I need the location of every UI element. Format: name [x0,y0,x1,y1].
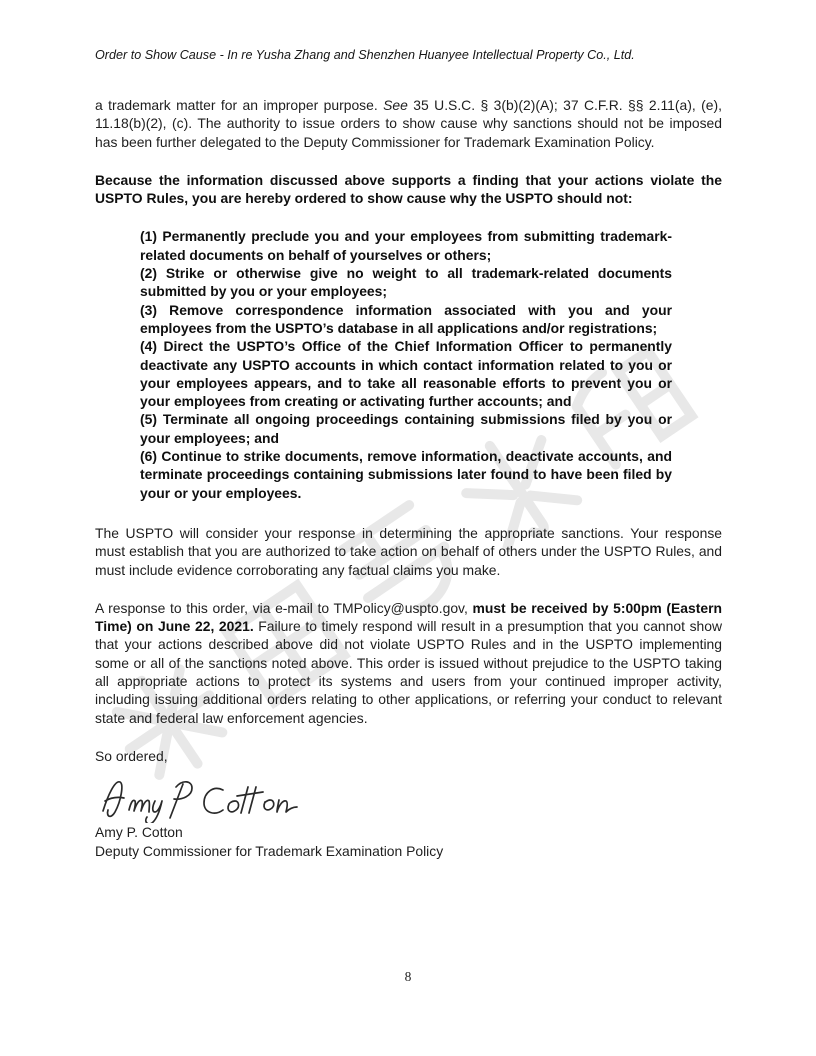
signature-title: Deputy Commissioner for Trademark Examination Policy [95,842,444,859]
signature-block [95,771,722,860]
deadline-bold-text: must be received by 5:00pm (Eastern Time) on June 22, 2021. [95,599,722,635]
intro-paragraph [95,96,722,151]
handwritten-signature [97,771,307,823]
sanction-item-5: (5) Terminate all ongoing proceedings containing submissions filed by you or your employees; and [140,411,672,446]
sanction-item-6: (6) Continue to strike documents, remove information, deactivate accounts, and terminate proceedings containing submissions later found to have been filed by your or your employees. [140,448,672,501]
sanction-item-4: (4) Direct the USPTO’s Office of the Chief Information Officer to permanently deactivate any USPTO accounts in which contact information related to you or your employees appears, and to take all reasonable efforts to prevent you or your employees from creating or activating further accounts; and [140,338,672,410]
response-before-deadline: A response to this order, via e-mail to TMPolicy@uspto.gov, [95,599,473,616]
sanctions-list [140,227,672,501]
header-prefix: Order to Show Cause - [95,48,228,62]
response-paragraph [95,599,722,727]
signature-name: Amy P. Cotton [95,824,183,841]
page-number: 8 [404,969,412,984]
document-content [95,0,722,860]
case-name: In re Yusha Zhang and Shenzhen Huanyee Intellectual Property Co., Ltd. [227,48,635,62]
response-after-deadline: Failure to timely respond will result in a presumption that you cannot show that your actions described above did not violate USPTO Rules and in the USPTO implementing some or all of the sanctions noted above. This order is issued without prejudice to the USPTO taking all appropriate actions to protect its systems and users from your continued improper activity, including issuing additional orders relating to other applications, or referring your conduct to relevant state and federal law enforcement agencies. [95,618,722,726]
so-ordered-text: So ordered, [95,747,168,764]
document-header [95,48,722,63]
intro-after-see: 35 U.S.C. § 3(b)(2)(A); 37 C.F.R. §§ 2.11(a), (e), 11.18(b)(2), (c). The authority to issue orders to show cause why sanctions should not be imposed has been further delegated to the Deputy Commissioner for Trademark Examination Policy. [95,97,722,150]
see-citation: See [383,97,408,113]
order-lead-paragraph: Because the information discussed above supports a finding that your actions violate the USPTO Rules, you are hereby ordered to show cause why the USPTO should not: [95,171,722,207]
sanction-item-3: (3) Remove correspondence information associated with you and your employees from the USPTO’s database in all applications and/or registrations; [140,301,672,336]
sanction-item-2: (2) Strike or otherwise give no weight to all trademark-related documents submitted by you or your employees; [140,265,672,300]
sanction-item-1: (1) Permanently preclude you and your employees from submitting trademark-related documents on behalf of yourselves or others; [140,228,672,263]
consideration-paragraph: The USPTO will consider your response in determining the appropriate sanctions. Your response must establish that you are authorized to take action on behalf of others under the USPTO Rules, and must include evidence corroborating any factual claims you make. [95,524,722,578]
intro-before-see: a trademark matter for an improper purpose. [95,97,384,113]
